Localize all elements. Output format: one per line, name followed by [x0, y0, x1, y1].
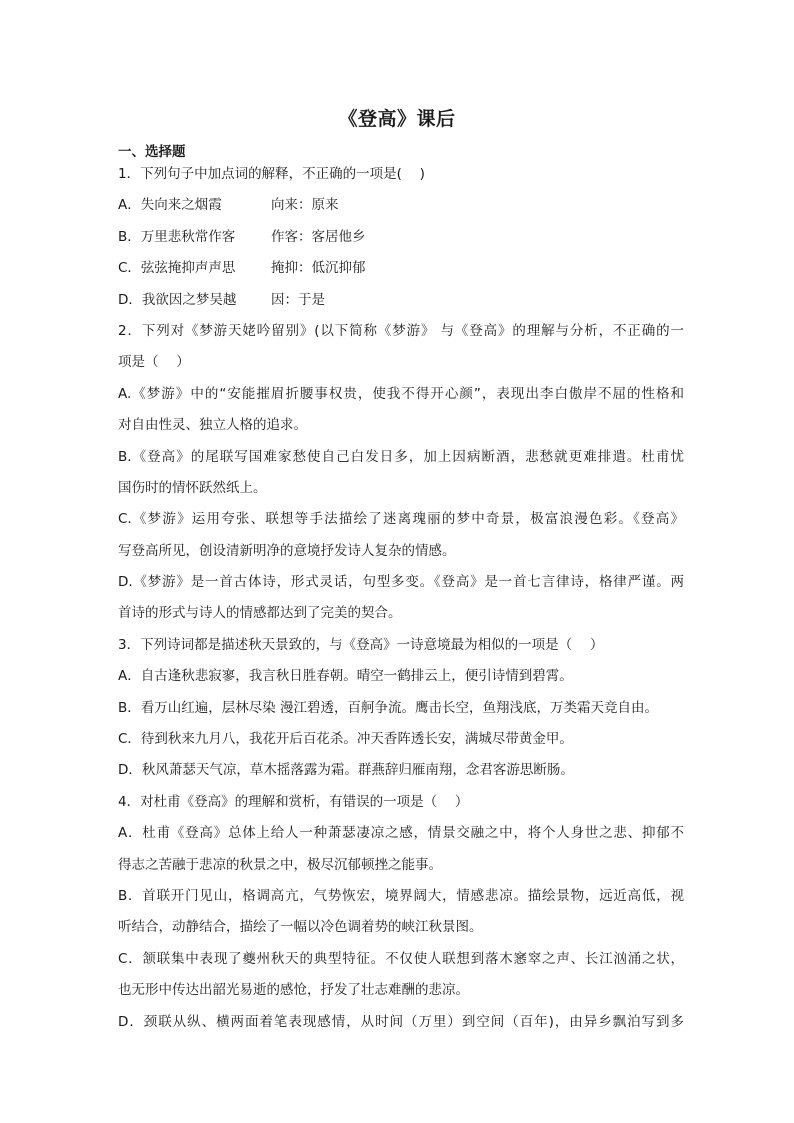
question-1-option-d: [118, 289, 684, 320]
question-3-option-c: C．待到秋来九月八，我花开后百花杀。冲天香阵透长安，满城尽带黄金甲。: [118, 731, 573, 748]
option-text: A．失向来之烟霞: [118, 197, 222, 214]
question-4-option-a-line-1: A．杜甫《登高》总体上给人一种萧瑟凄凉之感，情景交融之中，将个人身世之悲、抑郁不: [118, 825, 684, 842]
question-3-stem: 3．下列诗词都是描述秋天景致的，与《登高》一诗意境最为相似的一项是（ ）: [118, 636, 604, 653]
option-gloss: 掩抑：低沉抑郁: [271, 260, 366, 277]
question-4-stem: 4．对杜甫《登高》的理解和赏析，有错误的一项是（ ）: [118, 793, 469, 810]
question-4-option-c-line-1: C．颔联集中表现了夔州秋天的典型特征。不仅使人联想到落木窸窣之声、长江汹涌之状，: [118, 950, 684, 967]
question-2-option-d-line-1: D.《梦游》是一首古体诗，形式灵话，句型多变。《登高》是一首七言律诗，格律严谨。两: [118, 574, 684, 591]
question-1-option-c: [118, 257, 684, 288]
question-2-stem-line-1: 2．下列对《梦游天姥吟留别》(以下简称《梦游》 与《登高》的理解与分析，不正确的一: [118, 322, 684, 339]
question-3-option-b: B．看万山红遍，层林尽染 漫江碧透，百舸争流。鹰击长空，鱼翔浅底，万类霜天竞自由。: [118, 699, 659, 716]
question-2-option-d-line-2: 首诗的形式与诗人的情感都达到了完美的契合。: [118, 605, 402, 622]
question-4-option-a-line-2: 得志之苦融于悲凉的秋景之中，极尽沉郁顿挫之能事。: [118, 856, 442, 873]
question-1-stem: 1．下列句子中加点词的解释，不正确的一项是( ): [118, 166, 425, 182]
question-2-option-a-line-1: A.《梦游》中的“安能摧眉折腰事权贵，使我不得开心颜”，表现出李白傲岸不屈的性格和: [118, 385, 684, 402]
question-2-option-b-line-1: B.《登高》的尾联写国难家愁使自己白发日多，加上因病断酒，悲愁就更难排遣。杜甫忧: [118, 448, 684, 465]
question-2-option-b-line-2: 国伤时的情怀跃然纸上。: [118, 479, 267, 496]
question-2-option-a-line-2: 对自由性灵、独立人格的追求。: [118, 417, 307, 434]
question-4-option-d-line-1: D．颈联从纵、横两面着笔表现感情，从时间（万里）到空间（百年)，由异乡飘泊写到多: [118, 1013, 684, 1030]
question-3-option-d: D．秋风萧瑟天气凉，草木摇落露为霜。群燕辞归雁南翔，念君客游思断肠。: [118, 762, 574, 779]
question-1-option-b: [118, 226, 684, 257]
question-2-option-c-line-2: 写登高所见，创设清新明净的意境抒发诗人复杂的情感。: [118, 542, 456, 559]
question-2-option-c-line-1: C.《梦游》运用夸张、联想等手法描绘了迷离瑰丽的梦中奇景，极富浪漫色彩。《登高》: [118, 511, 684, 528]
question-4-option-b-line-2: 听结合，动静结合，描绘了一幅以冷色调着势的峡江秋景图。: [118, 919, 483, 936]
option-text: C．弦弦掩抑声声思: [118, 260, 236, 277]
question-4-option-b-line-1: B．首联开门见山，格调高亢，气势恢宏，境界阔大，情感悲凉。描绘景物，远近高低，视: [118, 887, 684, 904]
question-2-stem-line-2: 项是（ ）: [118, 354, 190, 371]
page-title: 《登高》课后: [338, 108, 456, 130]
question-list: [118, 163, 684, 1042]
question-1-option-a: [118, 194, 684, 225]
option-text: D．我欲因之梦吴越: [118, 291, 237, 308]
option-gloss: 因：于是: [271, 291, 325, 308]
question-4-option-c-line-2: 也无形中传达出韶光易逝的感怆，抒发了壮志难酬的悲凉。: [118, 982, 469, 999]
question-3-option-a: A．自古逢秋悲寂寥，我言秋日胜春朝。晴空一鹤排云上，便引诗情到碧霄。: [118, 668, 573, 685]
option-text: B．万里悲秋常作客: [118, 228, 236, 245]
section-heading: 一、选择题: [118, 144, 186, 160]
option-gloss: 作客：客居他乡: [271, 228, 366, 245]
option-gloss: 向来：原来: [271, 197, 339, 214]
